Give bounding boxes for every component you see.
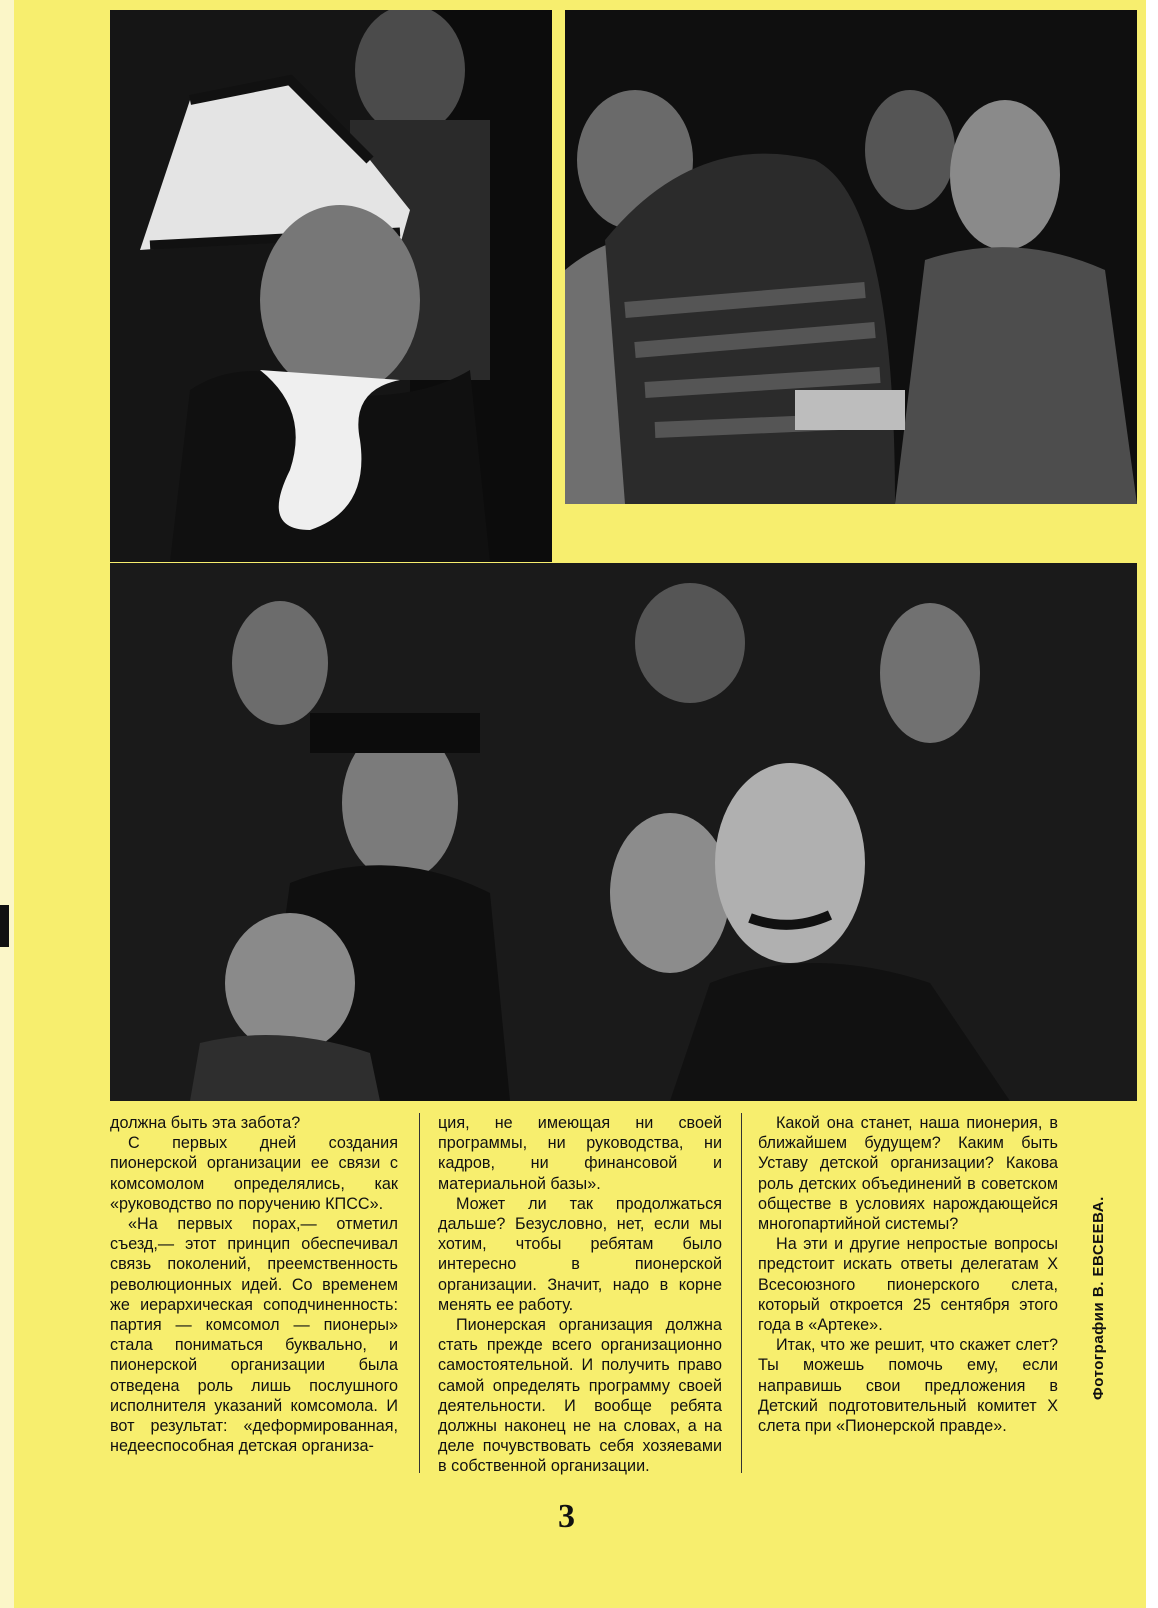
paragraph: Может ли так продолжаться дальше? Безусловно, нет, если мы хотим, чтобы ребятам было интересно в пионерской организации. Значит, надо в корне менять ее работу. xyxy=(438,1194,722,1314)
photo-top-left xyxy=(110,10,552,562)
article-column-3 xyxy=(758,1113,1058,1436)
photo-credit: Фотографии В. ЕВСЕЕВА. xyxy=(1090,1196,1107,1400)
article-column-2 xyxy=(438,1113,722,1477)
page-number: 3 xyxy=(558,1498,575,1535)
paper-edge-right xyxy=(1146,0,1158,1608)
paragraph: Какой она станет, наша пионерия, в ближайшем будущем? Каким быть Уставу детской организации? Какова роль детских объединений в советском обществе в условиях нарождающейся многопартийной системы? xyxy=(758,1114,1058,1234)
photo-top-right xyxy=(565,10,1137,504)
column-divider xyxy=(419,1113,420,1473)
photo-bottom xyxy=(110,563,1137,1101)
paragraph: должна быть эта забота? xyxy=(110,1114,301,1132)
paragraph: «На первых порах,— отметил съезд,— этот принцип обеспечивал связь поколений, преемственность революционных идей. Со временем же иерархическая соподчиненность: партия — комсомол — пионеры» стала пониматься буквально, и пионерской организации была отведена роль лишь послушного исполнителя указаний комсомола. И вот результат: «деформированная, недееспособная детская организа- xyxy=(110,1215,398,1456)
paragraph: Итак, что же решит, что скажет слет? Ты можешь помочь ему, если направишь свои предложения в Детский подготовительный комитет X слета при «Пионерской правде». xyxy=(758,1336,1058,1436)
paragraph: Пионерская организация должна стать прежде всего организационно самостоятельной. И получить право самой определять программу своей деятельности. И вообще ребята должны наконец не на словах, а на деле почувствовать себя хозяевами в собственной организации. xyxy=(438,1316,722,1476)
scan-mark xyxy=(0,905,9,947)
paragraph: ция, не имеющая ни своей программы, ни руководства, ни кадров, ни финансовой и материальной базы». xyxy=(438,1114,722,1193)
paragraph: С первых дней создания пионерской организации ее связи с комсомолом определялись, как «руководство по поручению КПСС». xyxy=(110,1134,398,1213)
paper-edge-left xyxy=(0,0,14,1608)
paragraph: На эти и другие непростые вопросы предстоит искать ответы делегатам X Всесоюзного пионерского слета, который откроется 25 сентября этого года в «Артеке». xyxy=(758,1235,1058,1335)
article-column-1 xyxy=(110,1113,398,1456)
column-divider xyxy=(741,1113,742,1473)
